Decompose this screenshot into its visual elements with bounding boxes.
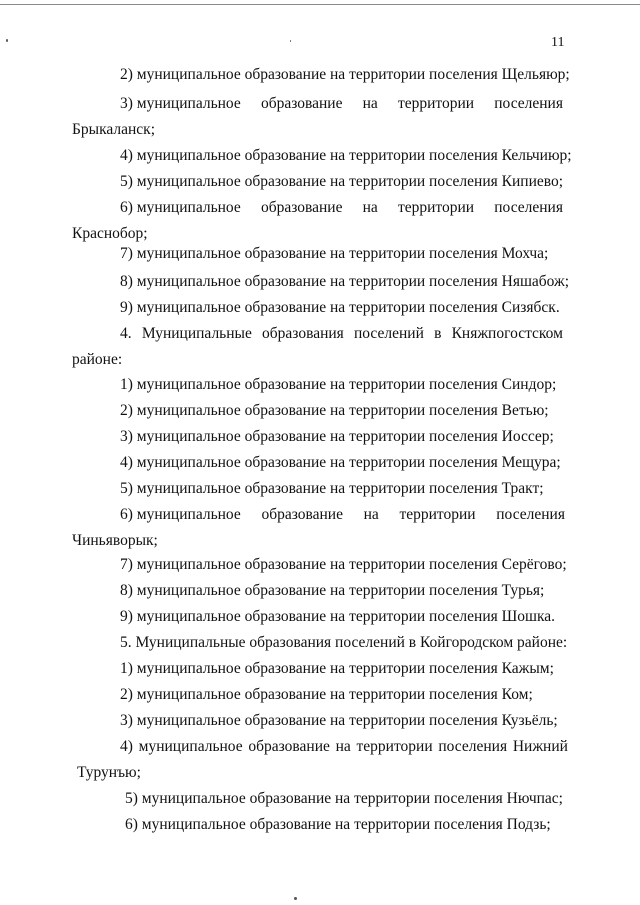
text-word: образования (262, 325, 344, 342)
text-line: 5) муниципальное образование на территории поселения Тракт; (120, 480, 544, 497)
text-word: на (335, 738, 351, 755)
text-line: 2) муниципальное образование на территории поселения Ветью; (120, 402, 549, 419)
text-word: 6) муниципальное (120, 506, 241, 523)
text-word: поселения (496, 506, 565, 523)
text-word: поселения (438, 738, 508, 755)
top-scan-edge-line (0, 4, 640, 5)
text-word: 3) муниципальное (120, 95, 241, 112)
text-word: территории (397, 199, 475, 216)
text-line: 7) муниципальное образование на территории поселения Серёгово; (120, 556, 567, 573)
text-line: Чиньяворык; (72, 532, 158, 549)
text-line: 1) муниципальное образование на территории поселения Синдор; (120, 376, 557, 393)
text-line: 2) муниципальное образование на территории поселения Ком; (120, 686, 533, 703)
text-word: Княжпогостском (451, 325, 563, 342)
page-number: 11 (551, 35, 565, 50)
text-word: 4) (120, 738, 133, 755)
text-line (120, 324, 563, 344)
scan-speck (290, 40, 291, 42)
text-word: образование (261, 506, 343, 523)
text-line (120, 94, 563, 114)
text-line: 9) муниципальное образование на территории поселения Сизябск. (120, 299, 560, 316)
text-word: в (434, 325, 442, 342)
text-word: Нижний (512, 738, 568, 755)
text-word: образование (260, 199, 343, 216)
text-word: образование (260, 95, 343, 112)
text-word: на (362, 95, 378, 112)
text-word: 6) муниципальное (120, 199, 241, 216)
text-line: 9) муниципальное образование на территории поселения Шошка. (120, 608, 556, 625)
text-word: территории (397, 95, 475, 112)
text-line: 7) муниципальное образование на территории поселения Мохча; (120, 245, 549, 262)
text-line: Брыкаланск; (72, 121, 156, 138)
text-word: территории (356, 738, 433, 755)
scan-speck (6, 39, 8, 42)
text-line: 5. Муниципальные образования поселений в Койгородском районе: (120, 634, 568, 651)
text-line: Турунъю; (77, 764, 141, 781)
text-line: 4) муниципальное образование на территории поселения Мещура; (120, 454, 561, 471)
text-word: поселения (494, 199, 563, 216)
text-line: 3) муниципальное образование на территории поселения Иоссер; (120, 428, 554, 445)
text-line: 2) муниципальное образование на территории поселения Щельяюр; (120, 66, 570, 83)
text-line: Краснобор; (72, 225, 148, 242)
scan-speck (294, 897, 297, 900)
text-line: 3) муниципальное образование на территории поселения Кузьёль; (120, 712, 558, 729)
text-word: на (363, 506, 379, 523)
text-line (120, 505, 565, 525)
text-word: муниципальное (138, 738, 243, 755)
text-line: 4) муниципальное образование на территории поселения Кельчиюр; (120, 147, 572, 164)
text-line: 5) муниципальное образование на территории поселения Нючпас; (125, 790, 563, 807)
text-word: образование (248, 738, 330, 755)
text-line (120, 737, 568, 757)
text-line (120, 198, 563, 218)
text-word: территории (399, 506, 476, 523)
text-word: 4. (120, 325, 132, 342)
text-line: 8) муниципальное образование на территории поселения Няшабож; (120, 273, 570, 290)
text-line: 8) муниципальное образование на территории поселения Турья; (120, 582, 545, 599)
text-word: поселения (494, 95, 563, 112)
text-word: поселений (353, 325, 424, 342)
text-word: на (362, 199, 378, 216)
text-line: 6) муниципальное образование на территории поселения Подзь; (125, 816, 551, 833)
text-line: 5) муниципальное образование на территории поселения Кипиево; (120, 173, 564, 190)
text-word: Муниципальные (141, 325, 252, 342)
text-line: 1) муниципальное образование на территории поселения Кажым; (120, 660, 554, 677)
text-line: районе: (72, 351, 123, 368)
